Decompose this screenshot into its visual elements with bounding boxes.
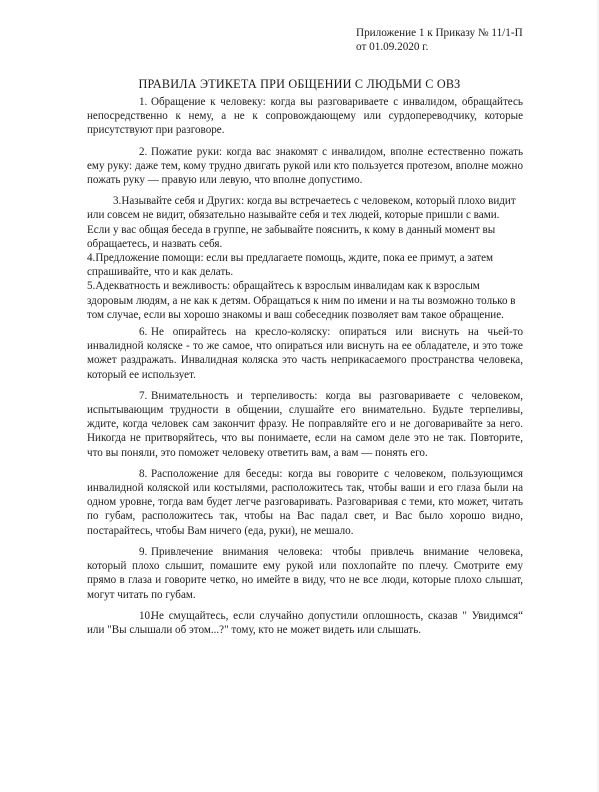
rule-5 [87, 279, 523, 322]
order-reference [356, 27, 523, 54]
rule-number: 3. [113, 195, 122, 208]
rule-7 [87, 389, 523, 460]
rule-3 [87, 194, 523, 251]
rule-8 [87, 467, 523, 538]
rule-number: 9. [139, 545, 148, 558]
rule-number: 7. [139, 389, 148, 402]
rule-text: Не опирайтесь на кресло-коляску: опираться или виснуть на чьей-то инвалидной коляске - то же самое, что опираться или виснуть на ее обладателе, и это тоже может раздражать. Инвалидная коляска это часть неприкасаемого пространства человека, который ее использует. [87, 326, 523, 381]
rule-number: 8. [139, 467, 148, 480]
rule-text: Предложение помощи: если вы предлагаете помощь, ждите, пока ее примут, а затем спрашивайте, что и как делать. [87, 252, 494, 279]
rule-text: Внимательность и терпеливость: когда вы разговариваете с человеком, испытывающим трудности в общении, слушайте его внимательно. Будьте терпеливы, ждите, когда человек сам закончит фразу. Не поправляйте его и не договаривайте за него. Никогда не притворяйтесь, что вы понимаете, если на самом деле это не так. Повторите, что вы поняли, это поможет человеку ответить вам, а вам — понять его. [87, 389, 523, 459]
rules-list [87, 95, 523, 637]
rule-text: Не смущайтесь, если случайно допустили оплошность, сказав " Увидимся“ или "Вы слышали об этом...?" тому, кто не может видеть или слышать. [87, 609, 523, 636]
rule-text: Обращение к человеку: когда вы разговариваете с инвалидом, обращайтесь непосредственно к нему, а не к сопровождающему или сурдопереводчику, которые присутствуют при разговоре. [87, 96, 523, 137]
rule-text: Расположение для беседы: когда вы говорите с человеком, пользующимся инвалидной коляской или костылями, расположитесь так, чтобы ваши и его глаза были на одном уровне, тогда вам будет легче разговаривать. Разговаривая с теми, кто может, читать по губам, расположитесь так, чтобы на Вас падал свет, и Вас было хорошо видно, постарайтесь, чтобы Вам ничего (еда, руки), не мешало. [87, 467, 523, 537]
rule-text: Привлечение внимания человека: чтобы привлечь внимание человека, который плохо слышит, помашите ему рукой или похлопайте по плечу. Смотрите ему прямо в глаза и говорите четко, но имейте в виду, что не все люди, которые плохо слышат, могут читать по губам. [87, 545, 523, 601]
rule-1 [87, 95, 523, 138]
rule-number: 10. [139, 609, 153, 622]
rule-6 [87, 325, 523, 382]
rule-number: 4. [87, 252, 96, 265]
rule-number: 5. [87, 280, 96, 293]
rule-text: Называйте себя и Других: когда вы встречаетесь с человеком, который плохо видит или совсем не видит, обязательно называйте себя и тех людей, которые пришли с вами. Если у вас общая беседа в группе, не забывайте пояснить, к кому в данный момент вы обращаетесь, и назвать себя. [87, 195, 516, 250]
order-reference-line-1: Приложение 1 к Приказу № 11/1-П [356, 27, 523, 39]
rule-10 [87, 609, 523, 637]
rule-text: Адекватность и вежливость: обращайтесь к взрослым инвалидам как к взрослым здоровым людям, а не как к детям. Обращаться к ним по имени и на ты возможно только в том случае, если вы хорошо знакомы и ваш собеседник позволяет вам такое обращение. [87, 280, 516, 321]
rule-4 [87, 251, 523, 279]
document-title: ПРАВИЛА ЭТИКЕТА ПРИ ОБЩЕНИИ С ЛЮДЬМИ С ОВЗ [138, 77, 461, 91]
rule-2 [87, 145, 523, 188]
rule-number: 6. [139, 326, 148, 339]
rule-text: Пожатие руки: когда вас знакомят с инвалидом, вполне естественно пожать ему руку: даже тем, кому трудно двигать рукой или кто пользуется протезом, вполне можно пожать руку — правую или левую, что вполне допустимо. [87, 145, 523, 187]
order-reference-line-2: от 01.09.2020 г. [356, 40, 429, 53]
rule-number: 2. [139, 145, 148, 158]
rule-9 [87, 545, 523, 602]
rule-number: 1. [139, 96, 148, 108]
